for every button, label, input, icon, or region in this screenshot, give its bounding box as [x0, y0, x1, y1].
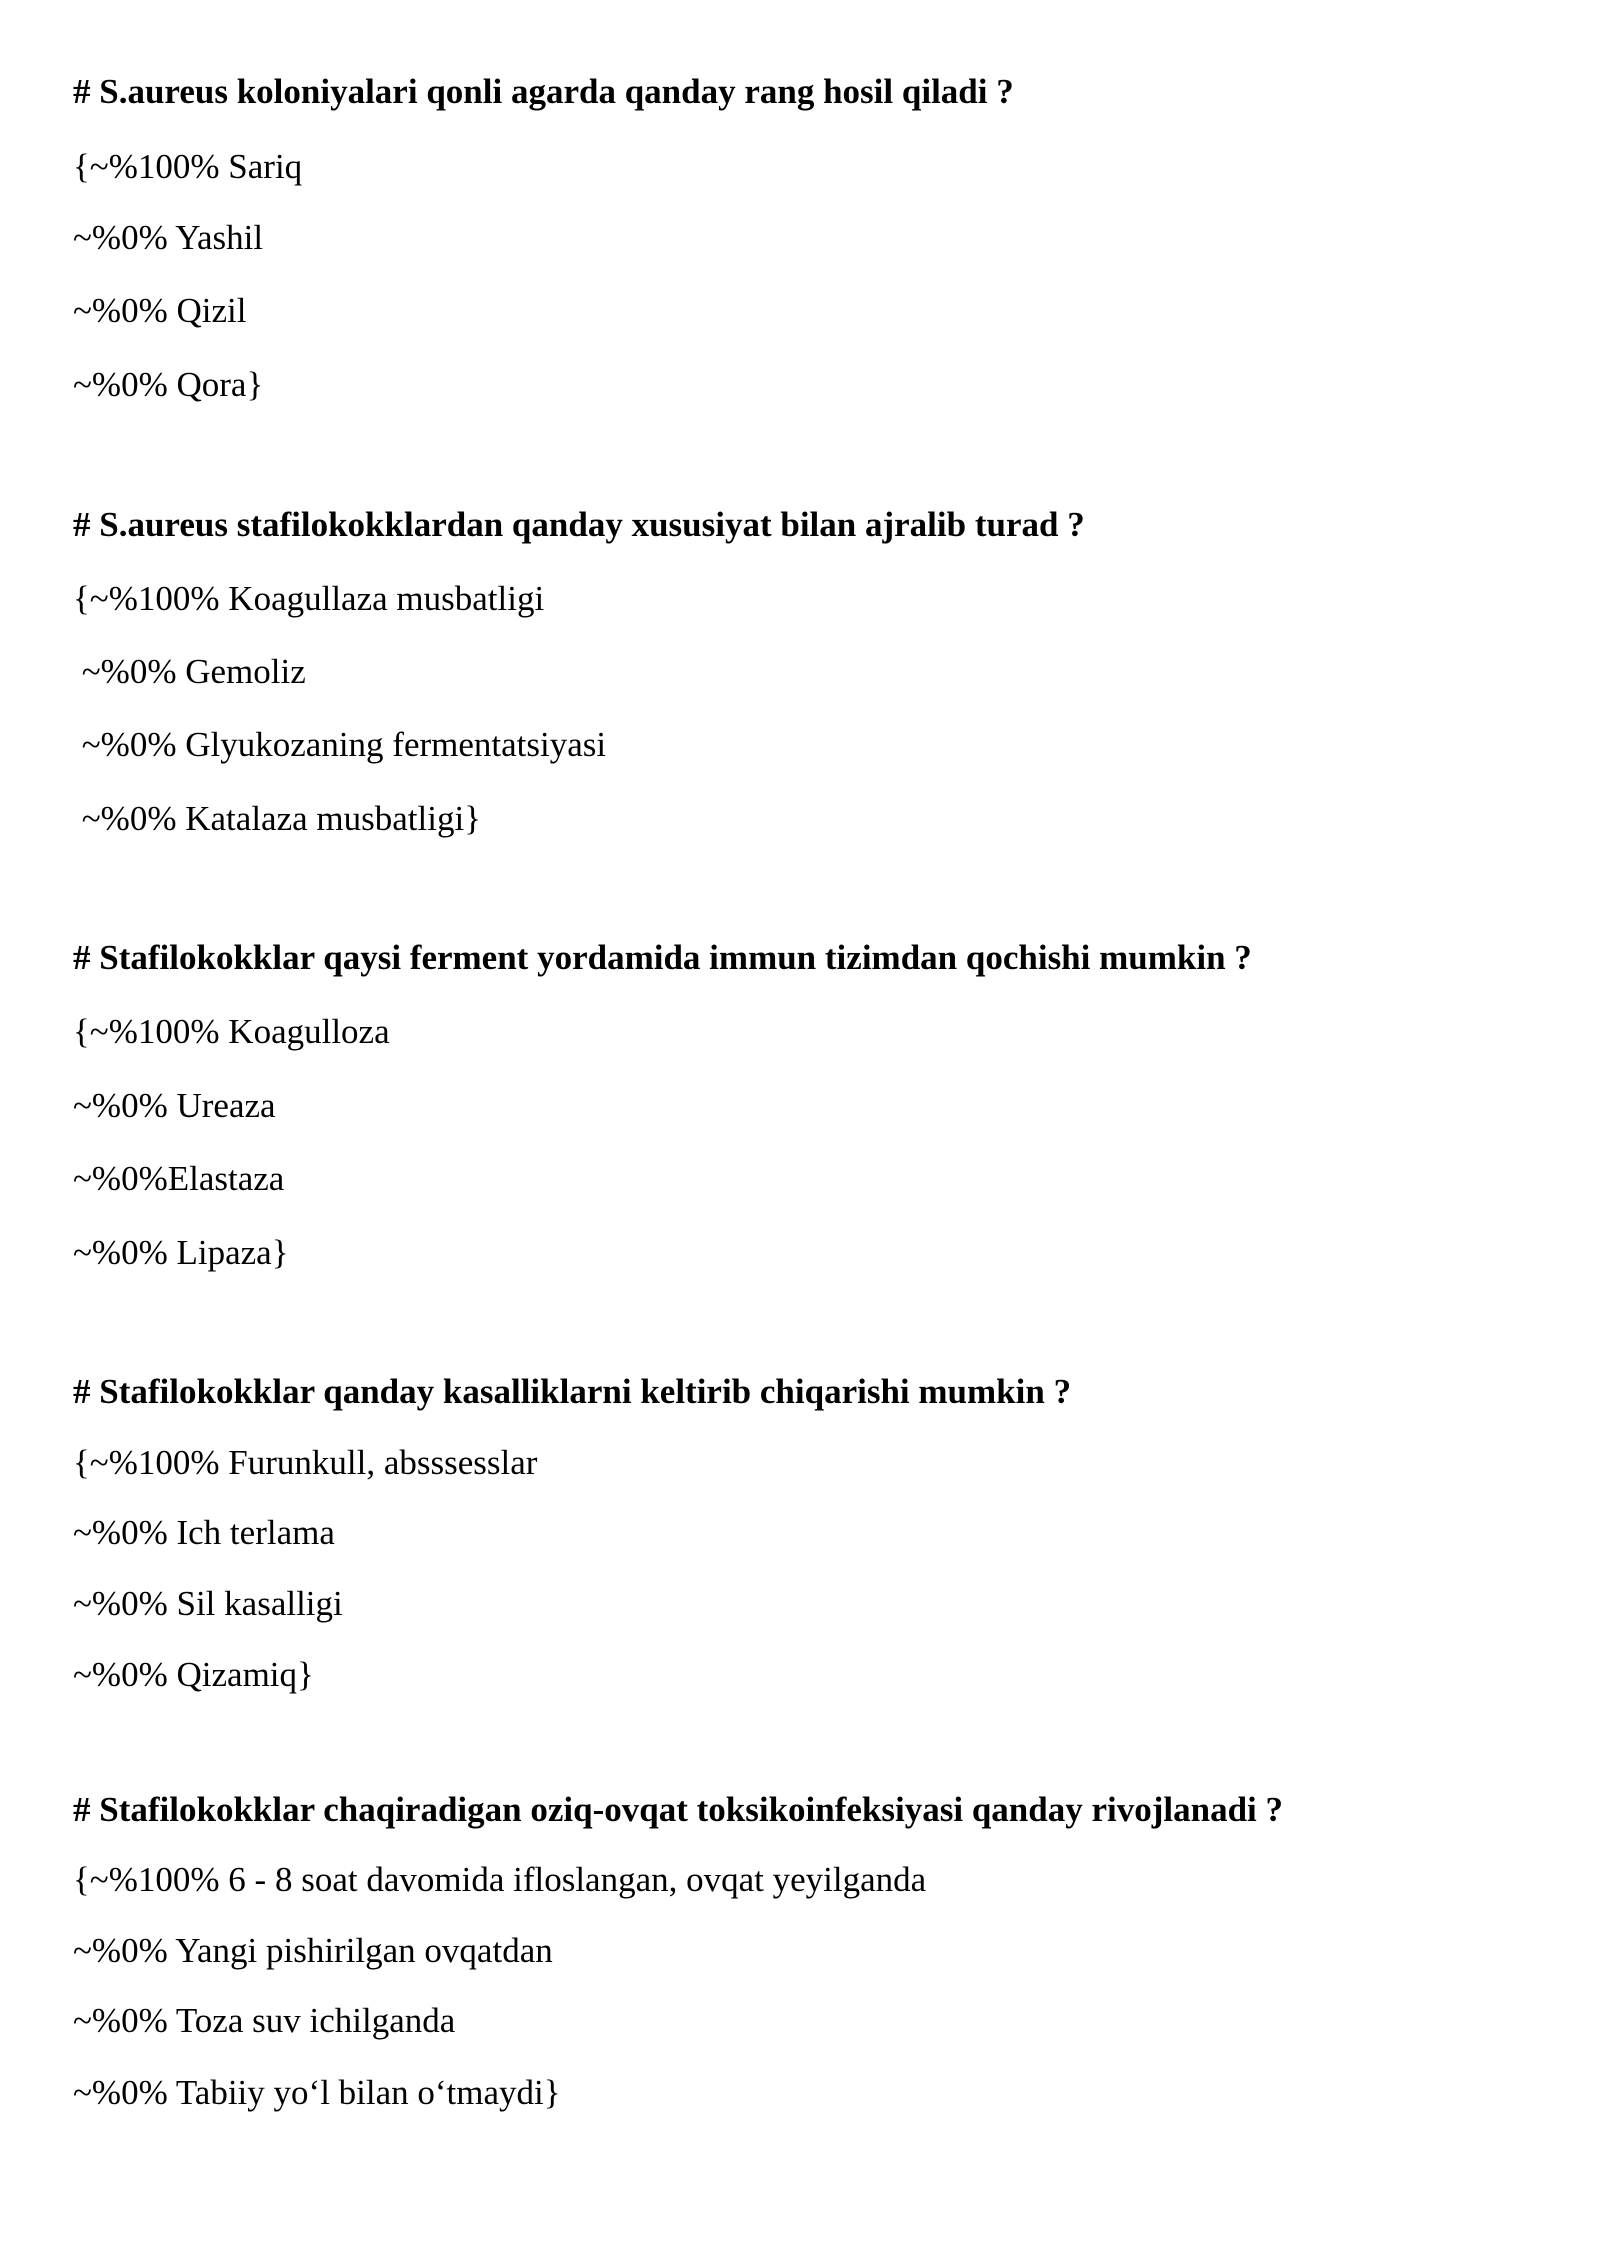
- answer-option-text: {~%100% Sariq: [73, 147, 303, 186]
- question-title: # S.aureus stafilokokklardan qanday xususiyat bilan ajralib turad ?: [73, 505, 1085, 544]
- answer-option: [73, 799, 1533, 839]
- answer-option: [73, 218, 1533, 258]
- answer-option-text: {~%100% Furunkull, absssesslar: [73, 1443, 538, 1482]
- question-block: [73, 938, 1533, 978]
- answer-option-text: ~%0% Sil kasalligi: [73, 1584, 343, 1623]
- answer-option-text: ~%0% Glyukozaning fermentatsiyasi: [73, 725, 607, 764]
- question-title: # Stafilokokklar qanday kasalliklarni keltirib chiqarishi mumkin ?: [73, 1372, 1072, 1411]
- answer-option: [73, 1655, 1533, 1695]
- answer-option-text: ~%0% Yangi pishirilgan ovqatdan: [73, 1931, 553, 1970]
- answer-option-text: ~%0% Ureaza: [73, 1086, 276, 1125]
- answer-option-text: ~%0% Qora}: [73, 365, 264, 404]
- answer-option-text: ~%0% Yashil: [73, 218, 264, 257]
- question-title: # S.aureus koloniyalari qonli agarda qanday rang hosil qiladi ?: [73, 72, 1014, 111]
- answer-option-text: ~%0% Qizil: [73, 291, 247, 330]
- answer-option-text: {~%100% Koagulloza: [73, 1012, 390, 1051]
- answer-option: [73, 1584, 1533, 1624]
- answer-option: [73, 147, 1533, 187]
- answer-option: [73, 652, 1533, 692]
- answer-option: [73, 1513, 1533, 1553]
- answer-option-text: ~%0% Katalaza musbatligi}: [73, 799, 481, 838]
- answer-option: [73, 1012, 1533, 1052]
- answer-option: [73, 1860, 1533, 1900]
- question-title: # Stafilokokklar chaqiradigan oziq-ovqat toksikoinfeksiyasi qanday rivojlanadi ?: [73, 1790, 1284, 1829]
- answer-option-text: ~%0% Qizamiq}: [73, 1655, 314, 1694]
- answer-option: [73, 579, 1533, 619]
- answer-option-text: ~%0% Tabiiy yo‘l bilan o‘tmaydi}: [73, 2073, 561, 2112]
- answer-option: [73, 1086, 1533, 1126]
- answer-option: [73, 1159, 1533, 1199]
- answer-option-text: ~%0% Gemoliz: [73, 652, 306, 691]
- question-title: # Stafilokokklar qaysi ferment yordamida immun tizimdan qochishi mumkin ?: [73, 938, 1252, 977]
- question-block: [73, 505, 1533, 545]
- answer-option: [73, 2001, 1533, 2041]
- answer-option-text: {~%100% 6 - 8 soat davomida ifloslangan, ovqat yeyilganda: [73, 1860, 927, 1899]
- answer-option: [73, 1233, 1533, 1273]
- question-block: [73, 1372, 1533, 1412]
- answer-option: [73, 365, 1533, 405]
- question-block: [73, 1790, 1533, 1830]
- answer-option-text: ~%0% Toza suv ichilganda: [73, 2001, 456, 2040]
- answer-option: [73, 2073, 1533, 2113]
- answer-option-text: ~%0% Lipaza}: [73, 1233, 289, 1272]
- answer-option: [73, 725, 1533, 765]
- answer-option: [73, 291, 1533, 331]
- answer-option: [73, 1931, 1533, 1971]
- answer-option-text: ~%0% Ich terlama: [73, 1513, 335, 1552]
- answer-option-text: ~%0%Elastaza: [73, 1159, 285, 1198]
- answer-option: [73, 1443, 1533, 1483]
- question-block: [73, 72, 1533, 112]
- answer-option-text: {~%100% Koagullaza musbatligi: [73, 579, 545, 618]
